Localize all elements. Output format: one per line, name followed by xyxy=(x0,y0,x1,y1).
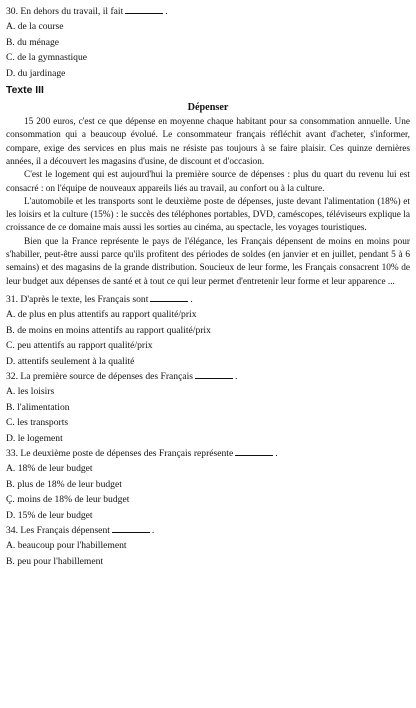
answer-blank xyxy=(150,292,188,302)
option-32-d[interactable]: D. le logement xyxy=(6,432,63,444)
option-30-c[interactable]: C. de la gymnastique xyxy=(6,52,87,64)
option-33-a[interactable]: A. 18% de leur budget xyxy=(6,463,93,475)
option-32-a[interactable]: A. les loisirs xyxy=(6,386,55,398)
question-34: 34. Les Français dépensent . xyxy=(6,524,155,536)
option-31-d[interactable]: D. attentifs seulement à la qualité xyxy=(6,355,135,367)
paragraph-4: Bien que la France représente le pays de l'élégance, les Français dépensent de moins en moins pour s'habiller, peut-être aussi parce qu'ils profitent des périodes de soldes (en janvier et en juillet, pendant 5 à 6 semains) et des magasins de la grande distribution. Soucieux de leur forme, les Français consacrent 10% de leur budget aux dépenses de santé et à tout ce qui leur permet d'entretenir leur forme et leur apparence ... xyxy=(6,236,410,287)
paragraph-1: 15 200 euros, c'est ce que dépense en moyenne chaque habitant pour sa consommation annuelle. Une consommation qui a beaucoup évolué. Le consommateur français réfléchit avant d'acheter, s'informer, compare, exige des services en plus mais ne résiste pas toujours à se faire plaisir. Ces quinze dernières années, il a découvert les magasins d'usine, de discount et d'occasion. xyxy=(6,117,410,167)
option-30-a[interactable]: A. de la course xyxy=(6,21,64,33)
question-32: 32. La première source de dépenses des Français . xyxy=(6,370,238,382)
question-33: 33. Le deuxième poste de dépenses des Français représente . xyxy=(6,447,278,459)
option-30-d[interactable]: D. du jardinage xyxy=(6,67,66,79)
answer-blank xyxy=(235,446,273,456)
paragraph-2: C'est le logement qui est aujourd'hui la première source de dépenses : plus du quart du revenu lui est consacré : on l'équipe de nouveaux appareils liés au travail, au confort ou à la culture. xyxy=(6,170,410,194)
option-31-b[interactable]: B. de moins en moins attentifs au rapport qualité/prix xyxy=(6,324,211,336)
answer-blank xyxy=(112,523,150,533)
question-31: 31. D'après le texte, les Français sont . xyxy=(6,293,193,305)
section-label: Texte III xyxy=(6,85,44,97)
option-33-c[interactable]: Ç. moins de 18% de leur budget xyxy=(6,494,130,506)
paragraph-3: L'automobile et les transports sont le deuxième poste de dépenses, juste devant l'alimentation (18%) et les loisirs et la culture (15%) : le succès des téléphones portables, DVD, caméscopes, téléviseurs explique la croissance de ce domaine mais aussi les sorties au cinéma, au spectacle, les voyages touristiques. xyxy=(6,196,410,234)
question-30: 30. En dehors du travail, il fait . xyxy=(6,6,168,17)
option-34-a[interactable]: A. beaucoup pour l'habillement xyxy=(6,540,127,552)
answer-blank xyxy=(125,4,163,14)
option-31-c[interactable]: C. peu attentifs au rapport qualité/prix xyxy=(6,340,153,352)
option-34-b[interactable]: B. peu pour l'habillement xyxy=(6,555,104,567)
option-33-d[interactable]: D. 15% de leur budget xyxy=(6,509,93,521)
answer-blank xyxy=(195,369,233,379)
text-title: Dépenser xyxy=(187,102,229,114)
option-31-a[interactable]: A. de plus en plus attentifs au rapport qualité/prix xyxy=(6,309,197,321)
option-30-b[interactable]: B. du ménage xyxy=(6,36,60,48)
option-33-b[interactable]: B. plus de 18% de leur budget xyxy=(6,478,122,490)
option-32-b[interactable]: B. l'alimentation xyxy=(6,401,70,413)
option-32-c[interactable]: C. les transports xyxy=(6,417,69,429)
